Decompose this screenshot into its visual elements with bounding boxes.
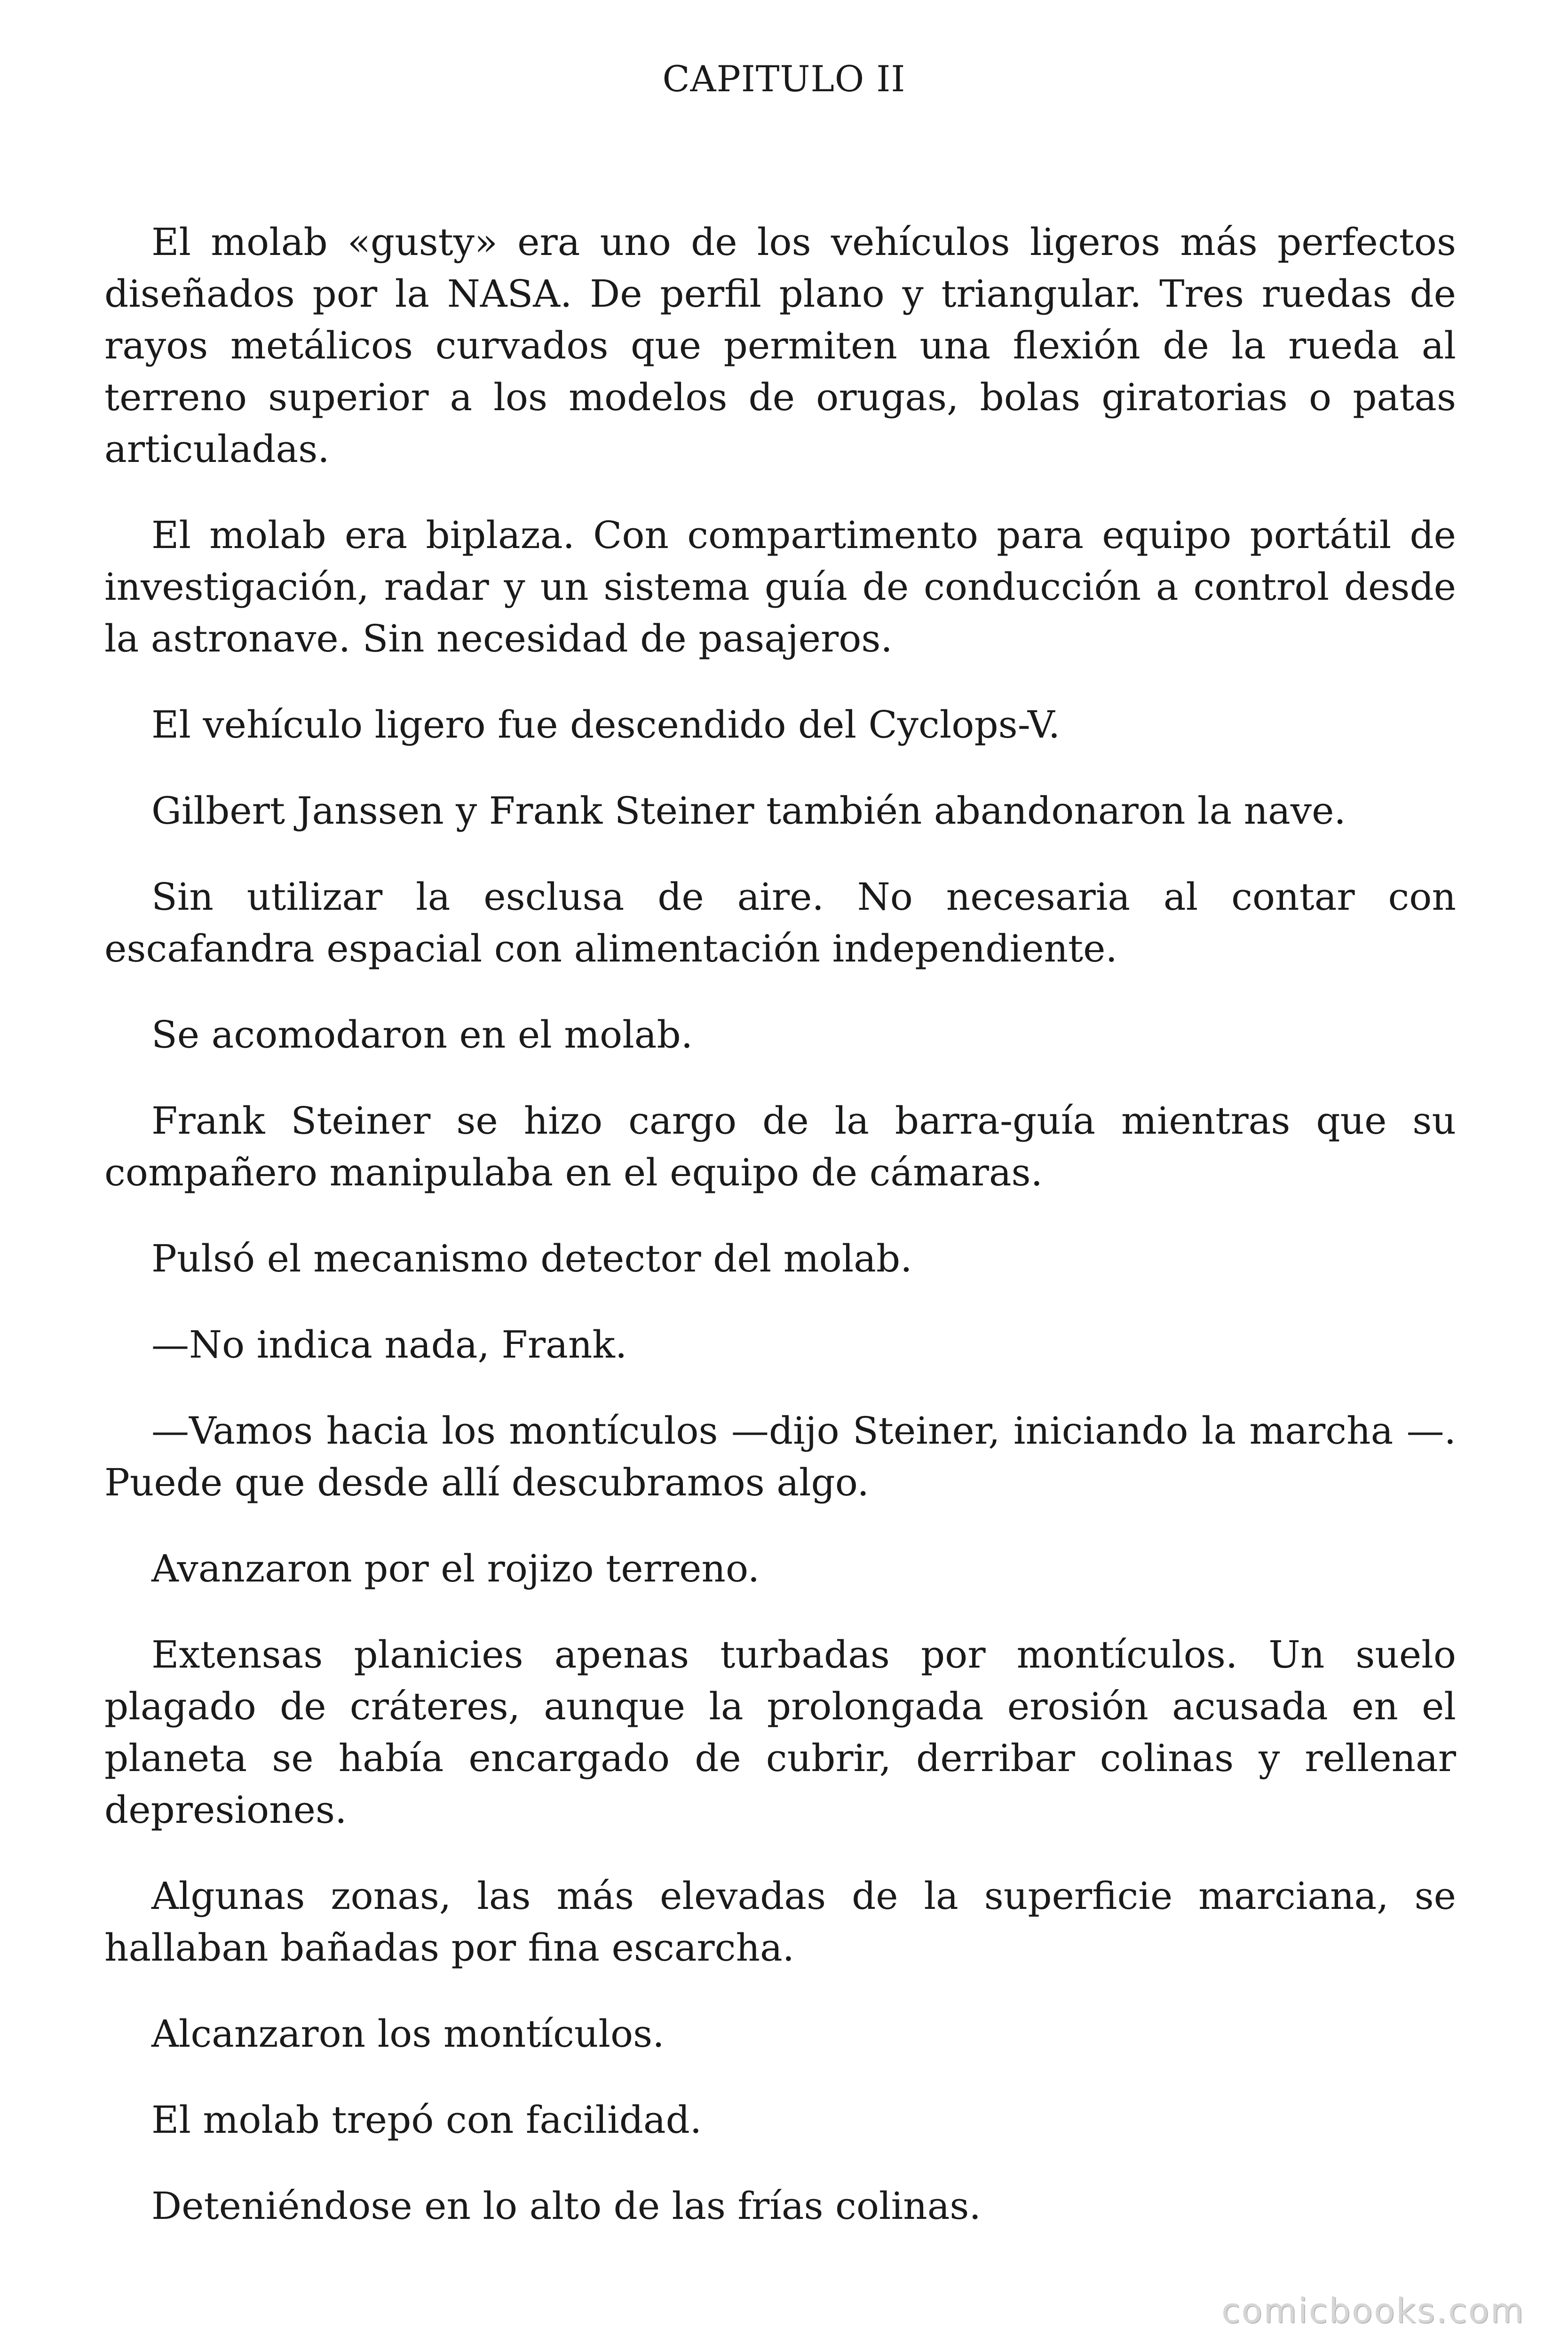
paragraph: Se acomodaron en el molab. xyxy=(151,1013,693,1057)
paragraph: Deteniéndose en lo alto de las frías colinas. xyxy=(151,2184,981,2228)
chapter-body xyxy=(104,216,1456,2266)
paragraph: —Vamos hacia los montículos —dijo Steiner, iniciando la marcha —. Puede que desde allí descubramos algo. xyxy=(104,1409,1456,1504)
paragraph: El molab trepó con facilidad. xyxy=(151,2098,702,2142)
chapter-title: CAPITULO II xyxy=(662,58,906,100)
paragraph: Extensas planicies apenas turbadas por montículos. Un suelo plagado de cráteres, aunque la prolongada erosión acusada en el planeta se había encargado de cubrir, derribar colinas y rellenar depresiones. xyxy=(104,1633,1456,1832)
paragraph: Avanzaron por el rojizo terreno. xyxy=(151,1547,760,1590)
paragraph: Gilbert Janssen y Frank Steiner también abandonaron la nave. xyxy=(151,789,1346,833)
paragraph: El molab era biplaza. Con compartimento para equipo portátil de investigación, radar y un sistema guía de conducción a control desde la astronave. Sin necesidad de pasajeros. xyxy=(104,513,1456,660)
paragraph: Alcanzaron los montículos. xyxy=(151,2012,665,2056)
paragraph: Algunas zonas, las más elevadas de la superficie marciana, se hallaban bañadas por fina escarcha. xyxy=(104,1874,1456,1970)
paragraph: El vehículo ligero fue descendido del Cyclops-V. xyxy=(151,703,1061,747)
watermark: comicbooks.com xyxy=(1221,2291,1525,2330)
paragraph: El molab «gusty» era uno de los vehículos ligeros más perfectos diseñados por la NASA. De perfil plano y triangular. Tres ruedas de rayos metálicos curvados que permiten una flexión de la rueda al terreno superior a los modelos de orugas, bolas giratorias o patas articuladas. xyxy=(104,220,1456,471)
paragraph: Pulsó el mecanismo detector del molab. xyxy=(151,1237,912,1280)
paragraph: —No indica nada, Frank. xyxy=(151,1323,627,1367)
paragraph: Sin utilizar la esclusa de aire. No necesaria al contar con escafandra espacial con alimentación independiente. xyxy=(104,875,1456,970)
paragraph: Frank Steiner se hizo cargo de la barra-guía mientras que su compañero manipulaba en el equipo de cámaras. xyxy=(104,1099,1456,1194)
